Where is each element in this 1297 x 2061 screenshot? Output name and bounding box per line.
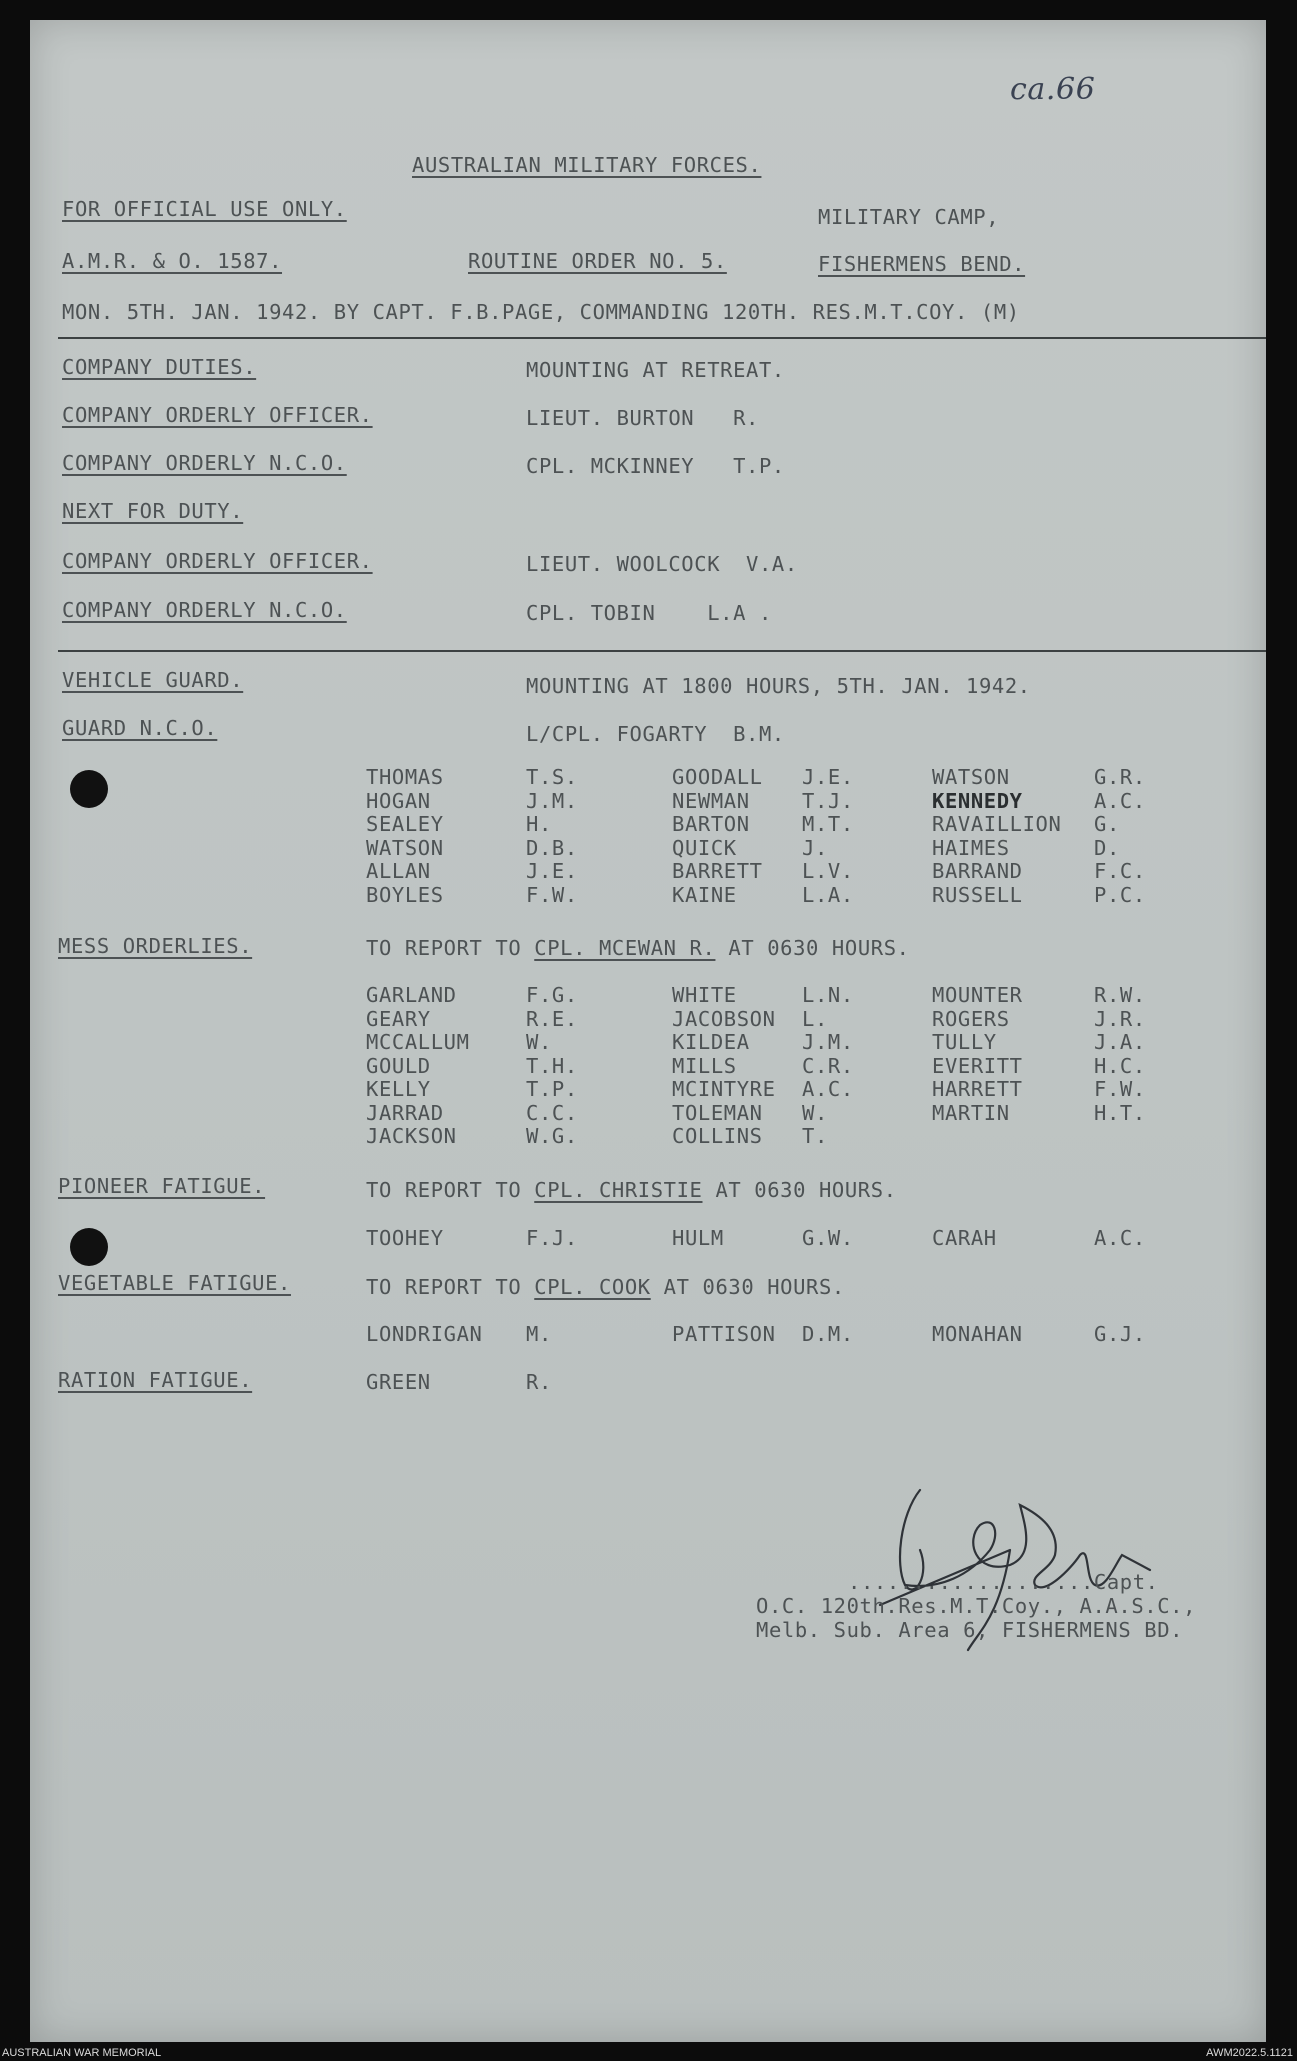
roster-initials: A.C. [802,1077,854,1101]
official-use-label: FOR OFFICIAL USE ONLY. [62,197,347,221]
guard-nco-label: GUARD N.C.O. [62,716,218,740]
roster-initials: H. [526,812,552,836]
signature-dots: ...................Capt. [848,1570,1159,1594]
roster-surname: TOOHEY [366,1226,444,1250]
roster-surname: GEARY [366,1006,431,1031]
vegetable-fatigue-label: VEGETABLE FATIGUE. [58,1271,291,1295]
routine-order-number: ROUTINE ORDER NO. 5. [468,249,727,273]
punch-hole-upper [70,770,108,808]
roster-initials: P.C. [1094,882,1146,907]
roster-surname: THOMAS [366,765,444,789]
roster-initials: T.H. [526,1053,578,1078]
roster-initials: M.T. [802,812,854,836]
roster-surname: HOGAN [366,788,431,813]
roster-initials: D.M. [802,1322,854,1346]
next-orderly-nco-value: CPL. TOBIN L.A . [526,601,772,625]
divider-middle [58,650,1266,652]
roster-surname: RUSSELL [932,882,1023,907]
orderly-officer-label: COMPANY ORDERLY OFFICER. [62,403,373,427]
roster-initials: A.C. [1094,788,1146,813]
mess-instruction [366,936,910,960]
roster-surname: KENNEDY [932,788,1023,813]
vegetable-instruction [366,1275,845,1299]
signature-line-2: Melb. Sub. Area 6, FISHERMENS BD. [756,1618,1184,1642]
ration-initials: R. [526,1370,552,1394]
roster-surname: COLLINS [672,1124,763,1148]
roster-initials: H.C. [1094,1053,1146,1078]
roster-initials: F.J. [526,1226,578,1250]
pioneer-suffix: AT 0630 HOURS. [702,1178,897,1202]
roster-surname: ROGERS [932,1006,1010,1031]
mess-prefix: TO REPORT TO [366,936,535,960]
roster-surname: BOYLES [366,882,444,907]
roster-surname: KELLY [366,1077,431,1101]
pioneer-corporal: CPL. CHRISTIE [534,1178,703,1202]
roster-surname: MCINTYRE [672,1077,776,1101]
vegetable-suffix: AT 0630 HOURS. [650,1275,845,1299]
mess-corporal: CPL. MCEWAN R. [534,936,716,960]
roster-surname: GOODALL [672,765,763,789]
pioneer-prefix: TO REPORT TO [366,1178,535,1202]
mess-orderlies-label: MESS ORDERLIES. [58,934,253,958]
roster-surname: WHITE [672,983,737,1007]
roster-surname: GOULD [366,1053,431,1078]
roster-initials: J.M. [526,788,578,813]
footer-left: AUSTRALIAN WAR MEMORIAL [2,2047,162,2059]
company-duties-label: COMPANY DUTIES. [62,355,257,379]
amr-reference: A.M.R. & O. 1587. [62,249,283,273]
roster-initials: T.S. [526,765,578,789]
roster-surname: PATTISON [672,1322,776,1346]
next-for-duty-label: NEXT FOR DUTY. [62,499,244,523]
roster-initials: F.C. [1094,859,1146,883]
roster-surname: GARLAND [366,983,457,1007]
roster-surname: ALLAN [366,859,431,883]
roster-surname: KAINE [672,882,737,907]
roster-surname: MCCALLUM [366,1030,470,1054]
roster-surname: BARRAND [932,859,1023,883]
roster-initials: J.E. [802,765,854,789]
orderly-nco-value: CPL. MCKINNEY T.P. [526,454,785,478]
roster-surname: BARTON [672,812,750,836]
roster-initials: F.W. [1094,1077,1146,1101]
next-orderly-officer-label: COMPANY ORDERLY OFFICER. [62,549,373,573]
pioneer-instruction [366,1178,897,1202]
roster-surname: TOLEMAN [672,1100,763,1125]
ration-name: GREEN [366,1370,431,1394]
roster-initials: C.C. [526,1100,578,1125]
signature-line-1: O.C. 120th.Res.M.T.Coy., A.A.S.C., [756,1594,1197,1618]
roster-initials: R.W. [1094,983,1146,1007]
vehicle-guard-label: VEHICLE GUARD. [62,668,244,692]
roster-surname: MARTIN [932,1100,1010,1125]
roster-initials: J.M. [802,1030,854,1054]
company-duties-value: MOUNTING AT RETREAT. [526,358,785,382]
roster-surname: JACOBSON [672,1006,776,1031]
roster-surname: KILDEA [672,1030,750,1054]
roster-initials: H.T. [1094,1100,1146,1125]
roster-surname: HULM [672,1226,724,1250]
roster-initials: J.R. [1094,1006,1146,1031]
reference-mark: ca.66 [1010,72,1096,107]
footer-right: AWM2022.5.1121 [1206,2047,1293,2059]
roster-surname: MOUNTER [932,983,1023,1007]
roster-initials: W. [526,1030,552,1054]
roster-surname: HARRETT [932,1077,1023,1101]
roster-initials: L.V. [802,859,854,883]
roster-initials: R.E. [526,1006,578,1031]
dateline: MON. 5TH. JAN. 1942. BY CAPT. F.B.PAGE, COMMANDING 120TH. RES.M.T.COY. (M) [62,300,1020,324]
roster-surname: BARRETT [672,859,763,883]
roster-initials: G.W. [802,1226,854,1250]
mess-suffix: AT 0630 HOURS. [715,936,910,960]
roster-surname: HAIMES [932,835,1010,860]
roster-surname: MILLS [672,1053,737,1078]
vegetable-prefix: TO REPORT TO [366,1275,535,1299]
vegetable-corporal: CPL. COOK [534,1275,651,1299]
camp-label: MILITARY CAMP, [818,205,1000,229]
roster-surname: WATSON [932,765,1010,789]
roster-surname: SEALEY [366,812,444,836]
next-orderly-nco-label: COMPANY ORDERLY N.C.O. [62,598,347,622]
roster-initials: L. [802,1006,828,1031]
roster-surname: CARAH [932,1226,997,1250]
roster-initials: L.N. [802,983,854,1007]
next-orderly-officer-value: LIEUT. WOOLCOCK V.A. [526,552,798,576]
punch-hole-lower [70,1228,108,1266]
roster-surname: EVERITT [932,1053,1023,1078]
vehicle-guard-value: MOUNTING AT 1800 HOURS, 5TH. JAN. 1942. [526,674,1031,698]
roster-surname: TULLY [932,1030,997,1054]
roster-initials: G.J. [1094,1322,1146,1346]
roster-surname: RAVAILLION [932,812,1062,836]
ration-fatigue-label: RATION FATIGUE. [58,1368,253,1392]
pioneer-fatigue-label: PIONEER FATIGUE. [58,1174,266,1198]
guard-nco-value: L/CPL. FOGARTY B.M. [526,722,785,746]
roster-initials: T.J. [802,788,854,813]
roster-initials: D.B. [526,835,578,860]
roster-initials: T. [802,1124,828,1148]
roster-initials: A.C. [1094,1226,1146,1250]
roster-initials: G.R. [1094,765,1146,789]
orderly-nco-label: COMPANY ORDERLY N.C.O. [62,451,347,475]
roster-surname: JACKSON [366,1124,457,1148]
roster-initials: G. [1094,812,1120,836]
roster-initials: F.G. [526,983,578,1007]
roster-surname: LONDRIGAN [366,1322,483,1346]
roster-initials: W. [802,1100,828,1125]
roster-surname: JARRAD [366,1100,444,1125]
roster-initials: J.E. [526,859,578,883]
roster-surname: QUICK [672,835,737,860]
roster-initials: J.A. [1094,1030,1146,1054]
roster-surname: NEWMAN [672,788,750,813]
roster-initials: F.W. [526,882,578,907]
roster-initials: W.G. [526,1124,578,1148]
camp-location: FISHERMENS BEND. [818,252,1026,276]
roster-surname: WATSON [366,835,444,860]
divider-top [58,337,1266,339]
roster-initials: D. [1094,835,1120,860]
roster-surname: MONAHAN [932,1322,1023,1346]
roster-initials: C.R. [802,1053,854,1078]
roster-initials: J. [802,835,828,860]
roster-initials: M. [526,1322,552,1346]
document-title: AUSTRALIAN MILITARY FORCES. [412,153,762,177]
orderly-officer-value: LIEUT. BURTON R. [526,406,759,430]
roster-initials: T.P. [526,1077,578,1101]
roster-initials: L.A. [802,882,854,907]
